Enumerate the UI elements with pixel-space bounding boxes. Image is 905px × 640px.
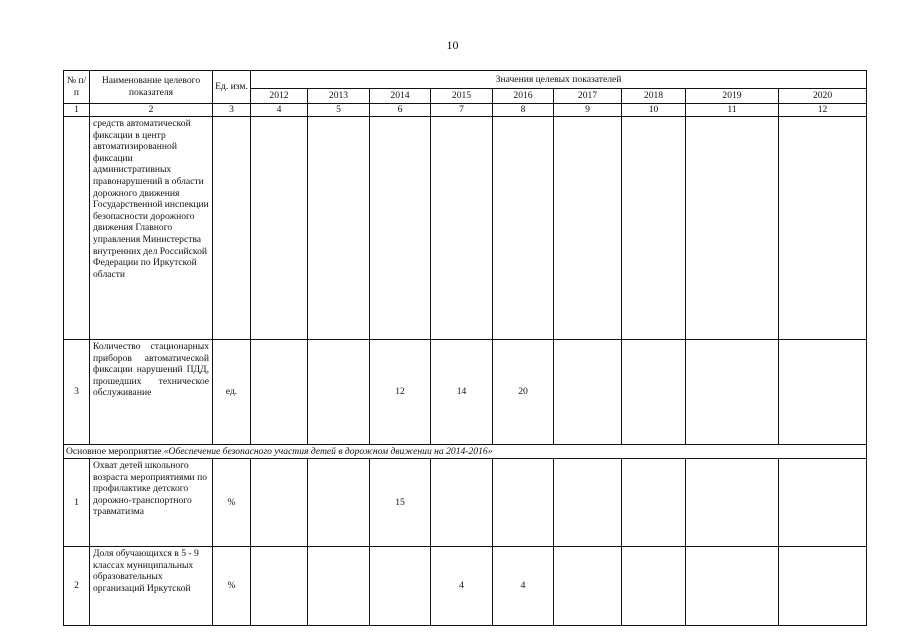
row-value [779, 459, 867, 547]
table-row [64, 117, 867, 340]
row-value [493, 117, 554, 340]
header-year: 2019 [686, 89, 779, 104]
column-number: 10 [622, 104, 686, 117]
row-num: 1 [64, 459, 90, 547]
row-name: Доля обучающихся в 5 - 9 классах муниципальных образовательных организаций Иркутской [90, 547, 213, 626]
row-num [64, 117, 90, 340]
header-num: № п/п [64, 71, 90, 104]
column-number: 8 [493, 104, 554, 117]
column-number: 6 [370, 104, 431, 117]
row-value [622, 117, 686, 340]
section-prefix: Основное мероприятие [66, 445, 164, 457]
header-year: 2020 [779, 89, 867, 104]
row-value [251, 547, 308, 626]
row-value [622, 547, 686, 626]
column-number: 9 [554, 104, 622, 117]
row-value [431, 459, 493, 547]
column-number: 2 [90, 104, 213, 117]
row-name: средств автоматической фиксации в центр автоматизированной фиксации административных правонарушений в области дорожного движения Государственной инспекции безопасности дорожного движения Главного управления Министерства внутренних дел Российской Федерации по Иркутской области [90, 117, 213, 340]
row-value [554, 117, 622, 340]
header-year: 2017 [554, 89, 622, 104]
column-number: 1 [64, 104, 90, 117]
row-num: 3 [64, 340, 90, 445]
header-year: 2016 [493, 89, 554, 104]
row-name: Охват детей школьного возраста мероприятиями по профилактике детского дорожно-транспортного травматизма [90, 459, 213, 547]
row-value [251, 117, 308, 340]
row-value [493, 459, 554, 547]
column-number: 5 [308, 104, 370, 117]
row-value [686, 117, 779, 340]
row-value [251, 459, 308, 547]
header-year: 2013 [308, 89, 370, 104]
header-year: 2012 [251, 89, 308, 104]
row-value: 15 [370, 459, 431, 547]
row-value [251, 340, 308, 445]
row-value [431, 117, 493, 340]
row-value [370, 547, 431, 626]
row-unit: ед. [213, 340, 251, 445]
section-title-cell [64, 445, 867, 459]
row-value [308, 340, 370, 445]
column-number: 11 [686, 104, 779, 117]
row-value [686, 459, 779, 547]
section-row [64, 445, 867, 459]
row-name: Количество стационарных приборов автоматической фиксации нарушений ПДД, прошедших техническое обслуживание [90, 340, 213, 445]
row-value: 4 [431, 547, 493, 626]
row-num: 2 [64, 547, 90, 626]
page-number: 10 [446, 38, 459, 52]
header-name: Наименование целевого показателя [90, 71, 213, 104]
row-value [622, 340, 686, 445]
header-row [64, 71, 867, 89]
header-year: 2014 [370, 89, 431, 104]
header-unit: Ед. изм. [213, 71, 251, 104]
row-value [779, 340, 867, 445]
row-value [370, 117, 431, 340]
table-row [64, 340, 867, 445]
row-unit: % [213, 547, 251, 626]
column-number: 7 [431, 104, 493, 117]
header-year: 2018 [622, 89, 686, 104]
row-value [308, 547, 370, 626]
column-number-row [64, 104, 867, 117]
column-number: 3 [213, 104, 251, 117]
row-value: 12 [370, 340, 431, 445]
row-value [779, 117, 867, 340]
row-value [554, 547, 622, 626]
row-value [308, 117, 370, 340]
row-value [308, 459, 370, 547]
header-year: 2015 [431, 89, 493, 104]
column-number: 12 [779, 104, 867, 117]
section-title: «Обеспечение безопасного участия детей в дорожном движении на 2014-2016» [163, 445, 493, 457]
header-values-title: Значения целевых показателей [251, 71, 867, 89]
target-indicators-table [63, 70, 867, 626]
row-value: 4 [493, 547, 554, 626]
table-row [64, 547, 867, 626]
column-number: 4 [251, 104, 308, 117]
row-value [622, 459, 686, 547]
row-value [686, 547, 779, 626]
row-value: 20 [493, 340, 554, 445]
row-unit [213, 117, 251, 340]
row-value [686, 340, 779, 445]
row-unit: % [213, 459, 251, 547]
row-value: 14 [431, 340, 493, 445]
table-row [64, 459, 867, 547]
row-value [554, 459, 622, 547]
row-value [554, 340, 622, 445]
row-value [779, 547, 867, 626]
